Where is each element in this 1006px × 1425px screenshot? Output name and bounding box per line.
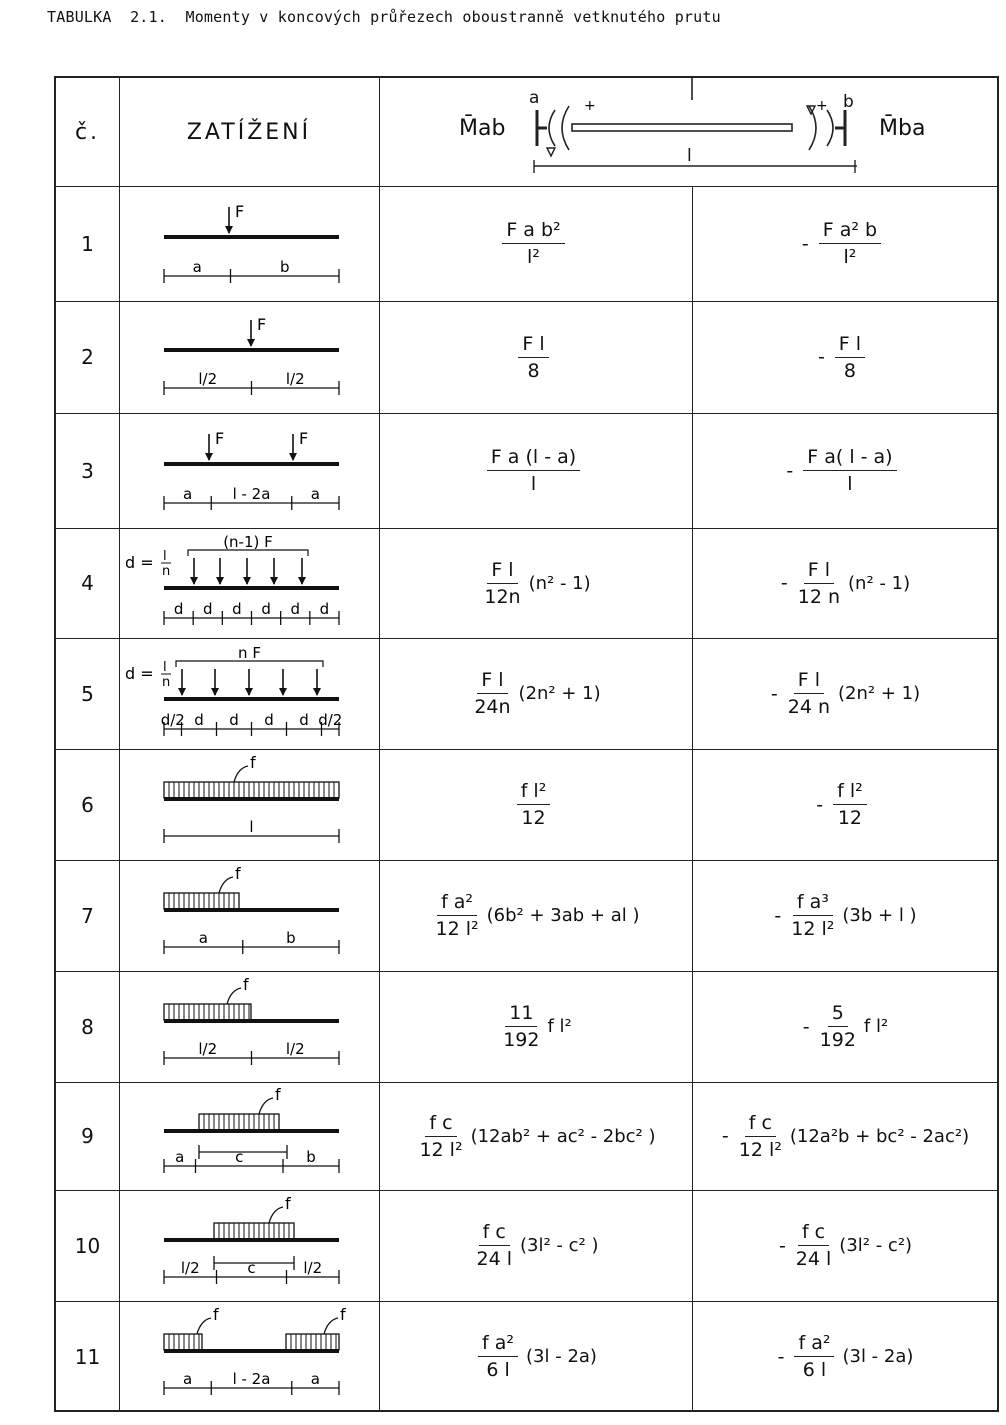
dimension-label: l/2 [285,1040,305,1058]
mba-cell [692,971,999,1082]
load-diagram [119,860,379,971]
mba-fraction [803,446,896,495]
dimension-label: l [249,818,254,836]
mba-denominator: 12 [837,807,863,829]
mba-cell [692,1082,999,1190]
force-arrow-head [270,577,278,585]
mba-sign: - [816,793,824,816]
distributed-load [164,1004,251,1020]
row-number: 1 [81,231,94,256]
load-label: f [275,1085,281,1104]
header-mba: M̄ba [879,116,926,141]
mba-numerator: F a( l - a) [803,446,896,471]
force-label: F [257,315,267,334]
mba-denominator: 12 l² [738,1138,782,1161]
mab-cell [379,413,692,528]
row-number: 11 [74,1344,101,1369]
force-arrow-head [205,453,213,461]
dimension-label: l - 2a [232,485,271,503]
load-scheme-icon [119,186,379,301]
mba-cell [692,186,999,301]
row-number: 8 [81,1014,94,1039]
group-label: n F [238,644,261,662]
mab-formula [470,669,600,718]
row-number: 5 [81,681,94,706]
mba-sign: - [780,572,788,594]
load-label: f [243,975,249,994]
mab-denominator: 192 [503,1029,540,1051]
dimension-label: d [173,600,184,618]
mab-formula [514,333,556,382]
force-label: F [299,429,309,448]
row-number: 4 [81,571,94,595]
row-number: 9 [81,1124,94,1148]
dimension-label: a [192,258,202,276]
dimension-label: l/2 [198,370,218,388]
spacing-fraction-num: l [163,660,167,675]
mab-numerator: F l [518,333,548,358]
mba-formula [781,559,910,608]
dimension-label: a [198,929,208,947]
force-arrow-head [313,688,321,696]
load-leader [269,1207,283,1223]
sign-label: + [584,98,596,114]
load-label: f [213,1305,219,1324]
mba-formula [818,333,873,382]
mba-sign: - [786,459,794,482]
mab-formula [483,446,588,495]
mba-numerator: F l [804,559,834,584]
mab-fraction [517,780,551,829]
mba-fraction [794,1332,834,1381]
mab-cell [379,1190,692,1301]
mba-denominator: 12 n [797,585,841,608]
mba-cell [692,1190,999,1301]
dimension-label: a [310,485,320,503]
mab-factor: f l² [547,1016,572,1037]
load-scheme-icon [119,638,379,749]
mab-numerator: f c [425,1112,456,1137]
force-arrow-head [247,339,255,347]
mba-fraction [820,1002,856,1051]
load-label: f [250,753,256,772]
dimension-label: b [286,929,296,947]
mab-cell [379,528,692,638]
load-scheme-icon [119,1082,379,1190]
mba-denominator: 24 l [795,1248,832,1270]
mba-formula [786,446,904,495]
mba-fraction [739,1112,782,1161]
mab-denominator: 12n [484,585,521,608]
mba-numerator: F l [794,669,824,694]
mba-denominator: 192 [819,1029,856,1051]
dimension-label: l - 2a [232,1370,271,1388]
mab-denominator: l [530,473,537,495]
mab-factor: (n² - 1) [528,572,591,594]
load-scheme-icon [119,860,379,971]
mab-cell [379,186,692,301]
force-arrow-head [225,226,233,234]
dimension-label: d [299,711,309,729]
mab-numerator: F l [487,559,517,584]
mba-numerator: f l² [833,780,867,805]
mba-fraction [791,891,834,940]
load-diagram [119,186,379,301]
mab-formula [415,1112,655,1161]
mab-fraction [478,1332,518,1381]
mab-fraction [503,1002,539,1051]
mba-sign: - [801,232,809,255]
mab-denominator: 12 [521,807,546,829]
spacing-fraction-den: n [162,675,171,690]
load-scheme-icon [119,413,379,528]
load-label: f [235,864,241,883]
header-number: č. [74,119,101,145]
mba-denominator: 6 l [802,1359,827,1381]
mba-cell [692,860,999,971]
mab-cell [379,1301,692,1412]
mba-factor: (2n² + 1) [838,683,921,704]
mab-factor: (3l - 2a) [526,1346,597,1367]
mab-denominator: 24 l [476,1248,512,1270]
mab-denominator: 24n [474,696,511,718]
load-leader [197,1318,211,1334]
dimension-label: d [229,711,239,729]
mab-formula [499,1002,572,1051]
distributed-load [164,893,239,909]
dimension-label: c [247,1259,256,1277]
load-diagram [119,413,379,528]
mba-sign: - [777,1345,785,1368]
dimension-label: d [261,600,271,618]
mab-cell [379,638,692,749]
dimension-label: d [202,600,213,618]
mba-sign: - [770,682,778,705]
dimension-label: b [306,1148,316,1166]
mba-numerator: F l [835,333,865,358]
load-leader [227,988,241,1004]
load-scheme-icon [119,971,379,1082]
mab-fraction [474,669,510,718]
spacing-label: d = [125,664,154,683]
force-arrow-head [216,577,224,585]
mab-factor: (6b² + 3ab + al ) [486,905,640,926]
row-number: 2 [81,345,94,369]
dimension-label: l/2 [180,1259,200,1277]
force-arrow-head [211,688,219,696]
header-beam-diagram [379,78,999,186]
mba-formula [722,1112,969,1161]
load-label: f [340,1305,346,1324]
header-label-a: a [529,88,540,108]
mab-cell [379,1082,692,1190]
dimension-label: l/2 [285,370,305,388]
mab-numerator: f a² [437,891,477,916]
dimension-label: d/2 [318,711,343,729]
mba-cell [692,301,999,413]
dimension-label: d [194,711,204,729]
mab-denominator: l² [527,246,540,268]
mab-factor: (12ab² + ac² - 2bc² ) [470,1125,656,1147]
mba-numerator: f a³ [793,891,833,916]
mba-formula [802,219,889,268]
mab-formula [513,780,559,829]
mba-formula [779,1221,912,1270]
mab-factor: (2n² + 1) [518,683,601,704]
mab-formula [480,559,590,608]
mab-denominator: 8 [527,359,540,382]
load-diagram [119,749,379,860]
row-number: 3 [81,458,94,483]
dimension-label: l/2 [303,1259,323,1277]
mba-numerator: f c [798,1221,829,1246]
mba-sign: - [817,346,825,368]
mab-numerator: F a (l - a) [487,446,580,471]
mba-formula [803,1002,888,1051]
row-number: 10 [74,1233,101,1258]
mab-fraction [487,446,580,495]
mba-cell [692,638,999,749]
mba-numerator: f a² [794,1332,834,1357]
mba-cell [692,413,999,528]
load-diagram [119,301,379,413]
group-label: (n-1) F [223,533,273,551]
mba-fraction [798,559,840,608]
mba-formula [816,780,874,829]
mab-cell [379,749,692,860]
force-arrow-head [243,577,251,585]
mba-cell [692,749,999,860]
header-label-b: b [843,92,854,112]
dimension-label: d [319,600,330,618]
mba-factor: (3l - 2a) [842,1346,914,1367]
dimension-label: a [310,1370,320,1388]
load-leader [259,1098,273,1114]
mab-fraction [518,333,548,382]
mab-fraction [419,1112,462,1161]
mba-numerator: F a² b [819,219,881,244]
mba-fraction [788,669,830,718]
force-arrow-head [245,688,253,696]
mab-formula [473,1221,599,1270]
mba-fraction [835,333,865,382]
dimension-label: a [183,485,193,503]
load-scheme-icon [119,749,379,860]
row-number: 6 [81,792,94,817]
mba-sign: - [774,904,782,927]
mab-factor: (3l² - c² ) [520,1235,599,1256]
mab-formula [474,1332,597,1381]
mba-numerator: f c [745,1112,776,1137]
load-scheme-icon [119,528,379,638]
mba-formula [771,669,920,718]
mab-numerator: f l² [517,780,551,805]
load-diagram [119,1190,379,1301]
load-leader [219,877,233,893]
dimension-label: d [264,711,274,729]
load-scheme-icon [119,301,379,413]
load-scheme-icon [119,1301,379,1412]
force-arrow-head [178,688,186,696]
mab-denominator: 12 l² [419,1138,463,1161]
fixed-beam-icon [379,78,999,186]
force-arrow-head [298,577,306,585]
force-arrow-head [190,577,198,585]
dimension-label: l/2 [198,1040,218,1058]
mba-fraction [833,780,867,829]
dimension-label: c [235,1148,244,1166]
mab-numerator: f a² [478,1332,518,1357]
mba-cell [692,1301,999,1412]
mba-factor: (3l² - c²) [839,1235,913,1256]
load-label: f [285,1194,291,1213]
load-leader [324,1318,338,1334]
load-diagram [119,1301,379,1412]
sign-label: + [816,98,828,114]
mba-formula [778,1332,914,1381]
mab-denominator: 12 l² [435,918,479,940]
mba-numerator: 5 [828,1002,848,1027]
mab-numerator: f c [479,1221,510,1246]
distributed-load [164,1334,202,1350]
spacing-fraction-num: l [163,549,167,564]
mba-factor: (12a²b + bc² - 2ac²) [789,1125,970,1147]
mab-numerator: F l [477,669,507,694]
mba-denominator: l² [843,246,857,268]
load-diagram [119,971,379,1082]
header-load: ZATÍŽENÍ [186,119,312,145]
dimension-label: d [290,600,301,618]
force-arrow-head [289,453,297,461]
dimension-label: b [279,258,290,276]
mab-numerator: F a b² [502,219,564,244]
mab-fraction [477,1221,513,1270]
force-label: F [235,202,245,221]
row-number: 7 [81,903,94,928]
force-arrow-head [279,688,287,696]
header-label-l: l [687,146,692,166]
mba-denominator: 8 [843,359,856,382]
load-diagram [119,1082,379,1190]
mba-factor: f l² [863,1016,889,1037]
mba-sign: - [778,1234,786,1257]
mba-factor: (n² - 1) [848,572,911,594]
load-diagram [119,528,379,638]
force-label: F [215,429,225,448]
mba-denominator: 12 l² [791,918,835,940]
mab-denominator: 6 l [486,1359,510,1381]
dimension-label: d [232,600,242,618]
mba-cell [692,528,999,638]
table-title: TABULKA 2.1. Momenty v koncových průřezech oboustranně vetknutého prutu [47,8,721,26]
dimension-label: a [175,1148,185,1166]
mba-denominator: 24 n [787,696,830,718]
mab-numerator: 11 [505,1002,537,1027]
load-leader [234,766,248,782]
mab-cell [379,301,692,413]
mba-formula [774,891,916,940]
mba-sign: - [802,1015,810,1038]
mab-fraction [502,219,564,268]
mab-cell [379,971,692,1082]
spacing-fraction-den: n [162,564,171,579]
mba-denominator: l [847,473,853,495]
load-scheme-icon [119,1190,379,1301]
dimension-label: d/2 [160,711,185,729]
header-mab: M̄ab [459,116,506,141]
mab-fraction [436,891,479,940]
mab-fraction [484,559,520,608]
mab-formula [432,891,640,940]
mba-sign: - [721,1125,729,1147]
moments-table [54,76,999,1412]
mba-factor: (3b + l ) [842,905,917,926]
distributed-load [164,782,339,798]
mba-fraction [796,1221,832,1270]
mba-fraction [819,219,881,268]
load-diagram [119,638,379,749]
mab-formula [498,219,572,268]
mab-cell [379,860,692,971]
spacing-label: d = [125,553,154,572]
dimension-label: a [183,1370,193,1388]
